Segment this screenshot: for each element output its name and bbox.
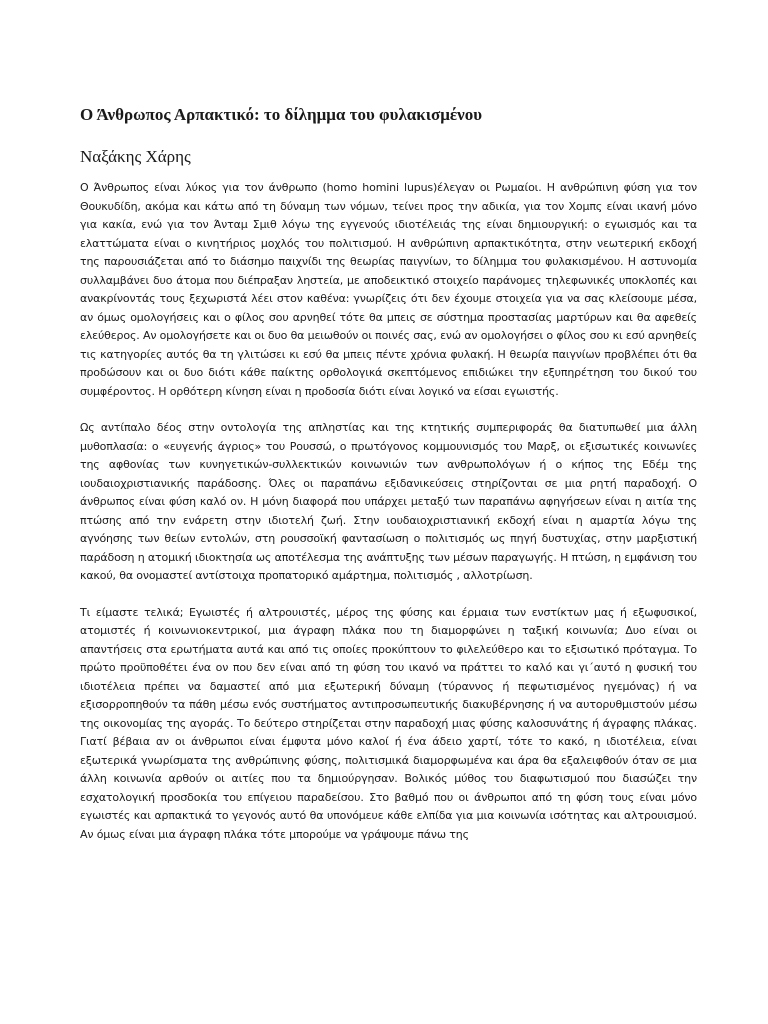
paragraph: Τι είμαστε τελικά; Εγωιστές ή αλτρουιστές, μέρος της φύσης και έρμαια των ενστίκτων μας ή εξωφυσικοί, ατομιστές ή κοινωνιοκεντρικοί, μια άγραφη πλάκα που τη διαμορφώνει η ταξική κοινωνία; Δυο είναι οι απαντήσεις στα ερωτήματα αυτά και από τις οποίες προκύπτουν το φιλελεύθερο και το εξισωτικό πρόταγμα. Το πρώτο προϋποθέτει ένα ον που δεν είναι από τη φύση του ικανό να πράττει το καλό και γι΄αυτό η φυσική του ιδιοτέλεια πρέπει να δαμαστεί από μια εξωτερική δύναμη (τύραννος ή πεφωτισμένος ηγεμόνας) ή να εξισορροπηθούν τα πάθη μέσω ενός συστήματος αντιπροσωπευτικής διακυβέρνησης ή να αυτορυθμιστούν μέσω της οικονομίας της αγοράς. Το δεύτερο στηρίζεται στην παραδοχή μιας φύσης καλοσυνάτης ή άγραφης πλάκας. Γιατί βέβαια αν οι άνθρωποι είναι έμφυτα μόνο καλοί ή ένα άδειο χαρτί, τότε το κακό, η ιδιοτέλεια, είναι εξωτερικά γνωρίσματα της ανθρώπινης φύσης, πολιτισμικά διαμορφωμένα και άρα θα εξαλειφθούν όταν σε μια άλλη κοινωνία αρθούν οι αιτίες που τα δημιούργησαν. Βολικός μύθος του διαφωτισμού που διασώζει την εσχατολογική προσδοκία του επίγειου παραδείσου. Στο βαθμό που οι άνθρωποι από τη φύση τους είναι μόνο εγωιστές και αρπακτικά το γεγονός αυτό θα υπονόμευε κάθε ελπίδα για μια κοινωνία ισότητας και αλτρουισμού. Αν όμως είναι μια άγραφη πλάκα τότε μπορούμε να γράψουμε πάνω της	[80, 605, 697, 841]
document-page	[80, 104, 697, 862]
document-author: Ναξάκης Χάρης	[80, 147, 191, 166]
paragraph: Ως αντίπαλο δέος στην οντολογία της απληστίας και της κτητικής συμπεριφοράς θα διατυπωθεί μια άλλη μυθοπλασία: ο «ευγενής άγριος» του Ρουσσώ, ο πρωτόγονος κομμουνισμός του Μαρξ, οι εξισωτικές κοινωνίες της αφθονίας των κυνηγετικών-συλλεκτικών κοινωνιών των ανθρωπολόγων ή ο κήπος της Εδέμ της ιουδαιοχριστιανικής παράδοσης. Όλες οι παραπάνω εξιδανικεύσεις στηρίζονται σε μια ρητή παραδοχή. Ο άνθρωπος είναι φύση καλό ον. Η μόνη διαφορά που υπάρχει μεταξύ των παραπάνω αφηγήσεων είναι η αιτία της πτώσης από την ενάρετη στην ιδιοτελή ζωή. Στην ιουδαιοχριστιανική εκδοχή είναι η αμαρτία λόγω της αγνόησης των θείων εντολών, στη ρουσσοϊκή φαντασίωση ο πολιτισμός ως πηγή δυστυχίας, στην μαρξιστική παράδοση η ατομική ιδιοκτησία ως αποτέλεσμα της ανάπτυξης των μέσων παραγωγής. Η πτώση, η εμφάνιση του κακού, θα ονομαστεί αντίστοιχα προπατορικό αμάρτημα, πολιτισμός , αλλοτρίωση.	[80, 421, 697, 582]
document-title: Ο Άνθρωπος Αρπακτικό: το δίλημμα του φυλακισμένου	[80, 105, 483, 124]
paragraph: Ο Άνθρωπος είναι λύκος για τον άνθρωπο (homo homini lupus)έλεγαν οι Ρωμαίοι. Η ανθρώπινη φύση για τον Θουκυδίδη, ακόμα και κάτω από τη δύναμη των νόμων, τείνει προς την αδικία, για τον Χομπς είναι ικανή μόνο για κακία, ενώ για τον Άνταμ Σμιθ λόγω της εγγενούς ιδιοτέλειάς της είναι δημιουργική: ο εγωισμός και τα ελαττώματα είναι ο κινητήριος μοχλός του πολιτισμού. Η ανθρώπινη αρπακτικότητα, στην νεωτερική εκδοχή της παρουσιάζεται από το διάσημο παιχνίδι της θεωρίας παιγνίων, το δίλημμα του φυλακισμένου. Η αστυνομία συλλαμβάνει δυο άτομα που διέπραξαν ληστεία, με αποδεικτικό στοιχείο παράνομες τηλεφωνικές υποκλοπές και ανακρίνοντάς τους ξεχωριστά λέει στον καθένα: γνωρίζεις ότι δεν έχουμε στοιχεία για να σας κλείσουμε μέσα, αν όμως ομολογήσεις και ο φίλος σου αρνηθεί τότε θα μπεις σε σύστημα προστασίας μαρτύρων και θα αφεθείς ελεύθερος. Αν ομολογήσετε και οι δυο θα μειωθούν οι ποινές σας, ενώ αν ομολογήσει ο φίλος σου κι εσύ αρνηθείς τις κατηγορίες αυτός θα τη γλιτώσει κι εσύ θα μπεις πέντε χρόνια φυλακή. Η θεωρία παιγνίων προβλέπει ότι θα προδώσουν και οι δυο διότι κάθε παίκτης ορθολογικά σκεπτόμενος επιδιώκει την εξυπηρέτηση του δικού του συμφέροντος. Η ορθότερη κίνηση είναι η προδοσία διότι είναι λογικό να είσαι εγωιστής.	[80, 181, 698, 398]
